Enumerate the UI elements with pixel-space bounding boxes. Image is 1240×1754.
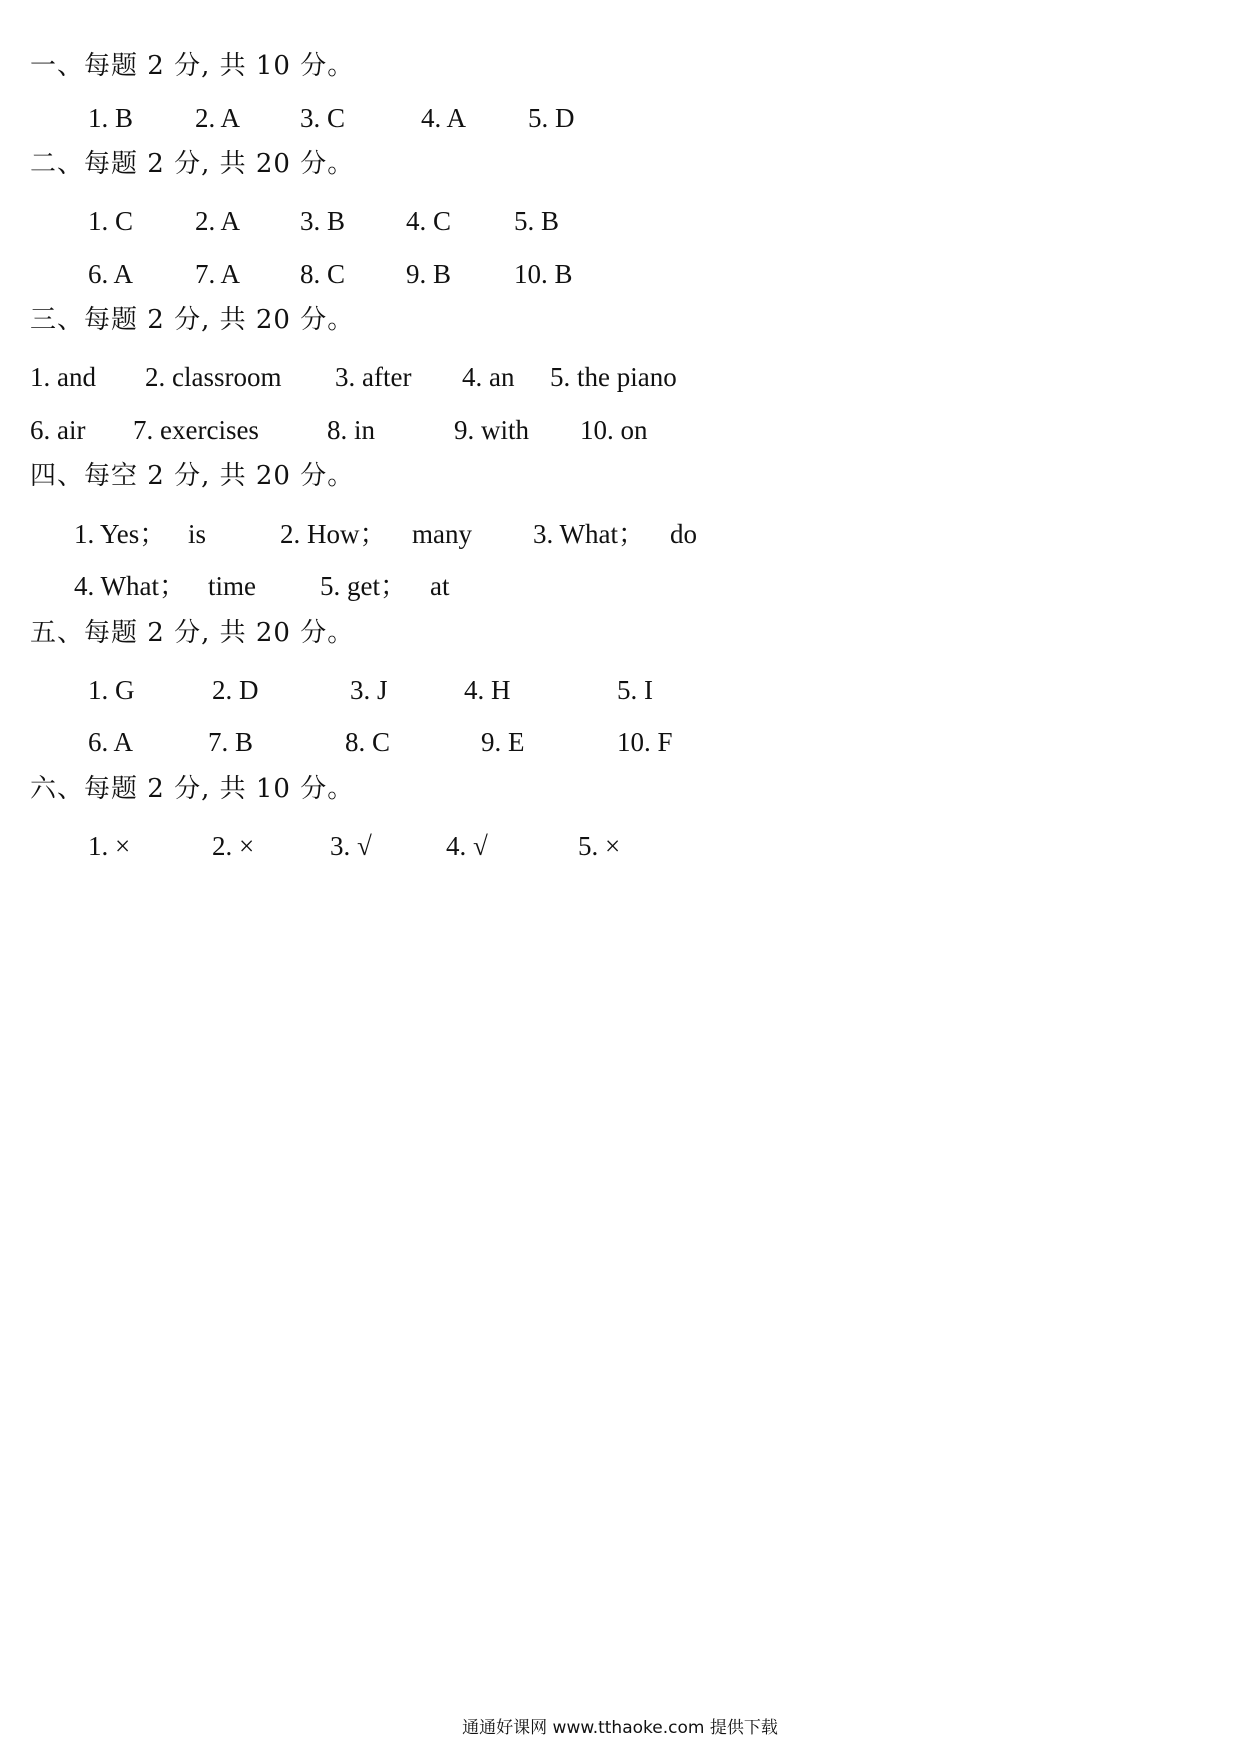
- answer-item: at: [430, 571, 450, 601]
- answer-item: 2. A: [195, 103, 241, 133]
- answer-item: 1. ×: [88, 831, 131, 861]
- section-heading-6: 六、每题 2 分, 共 10 分。: [30, 774, 355, 804]
- answer-item: 3. What；: [533, 519, 645, 549]
- answer-item: 5. B: [514, 206, 560, 236]
- answer-item: 10. B: [514, 259, 573, 289]
- section-heading-3: 三、每题 2 分, 共 20 分。: [30, 305, 355, 335]
- answer-item: 4. √: [446, 831, 488, 861]
- answer-item: 5. get；: [320, 571, 407, 601]
- answer-item: 9. with: [454, 415, 530, 445]
- answer-item: 5. the piano: [550, 362, 677, 392]
- answer-item: 4. What；: [74, 571, 186, 601]
- answer-item: 2. A: [195, 206, 241, 236]
- answer-item: many: [412, 519, 472, 549]
- answer-item: 3. after: [335, 362, 412, 392]
- answer-item: 4. C: [406, 206, 452, 236]
- answer-item: 3. C: [300, 103, 346, 133]
- answer-item: 6. A: [88, 259, 134, 289]
- answer-item: time: [208, 571, 256, 601]
- answer-item: 2. ×: [212, 831, 255, 861]
- answer-item: 3. √: [330, 831, 372, 861]
- answer-item: 7. exercises: [133, 415, 259, 445]
- answer-item: 1. Yes；: [74, 519, 167, 549]
- answer-item: 9. E: [481, 727, 525, 757]
- answer-item: 8. C: [345, 727, 391, 757]
- section-heading-4: 四、每空 2 分, 共 20 分。: [30, 461, 355, 491]
- answer-item: 7. A: [195, 259, 241, 289]
- answer-item: 1. B: [88, 103, 134, 133]
- section-heading-1: 一、每题 2 分, 共 10 分。: [30, 51, 355, 81]
- footer-watermark: 通通好课网 www.tthaoke.com 提供下载: [462, 1718, 778, 1738]
- answer-item: 3. B: [300, 206, 346, 236]
- answer-item: 10. on: [580, 415, 648, 445]
- answer-item: 5. ×: [578, 831, 621, 861]
- answer-item: 2. classroom: [145, 362, 282, 392]
- answer-item: 5. D: [528, 103, 575, 133]
- answer-item: 4. an: [462, 362, 515, 392]
- answer-item: 8. in: [327, 415, 376, 445]
- answer-item: 10. F: [617, 727, 673, 757]
- answer-item: 1. C: [88, 206, 134, 236]
- answer-item: 6. air: [30, 415, 86, 445]
- answer-item: 2. How；: [280, 519, 387, 549]
- section-heading-5: 五、每题 2 分, 共 20 分。: [30, 618, 355, 648]
- answer-item: 9. B: [406, 259, 452, 289]
- answer-item: do: [670, 519, 697, 549]
- answer-item: 2. D: [212, 675, 259, 705]
- answer-item: 8. C: [300, 259, 346, 289]
- answer-item: 6. A: [88, 727, 134, 757]
- answer-item: is: [188, 519, 207, 549]
- answer-item: 1. and: [30, 362, 96, 392]
- answer-item: 3. J: [350, 675, 388, 705]
- answer-item: 4. A: [421, 103, 467, 133]
- answer-item: 4. H: [464, 675, 511, 705]
- answer-item: 1. G: [88, 675, 135, 705]
- answer-item: 5. I: [617, 675, 653, 705]
- section-heading-2: 二、每题 2 分, 共 20 分。: [30, 149, 355, 179]
- answer-item: 7. B: [208, 727, 254, 757]
